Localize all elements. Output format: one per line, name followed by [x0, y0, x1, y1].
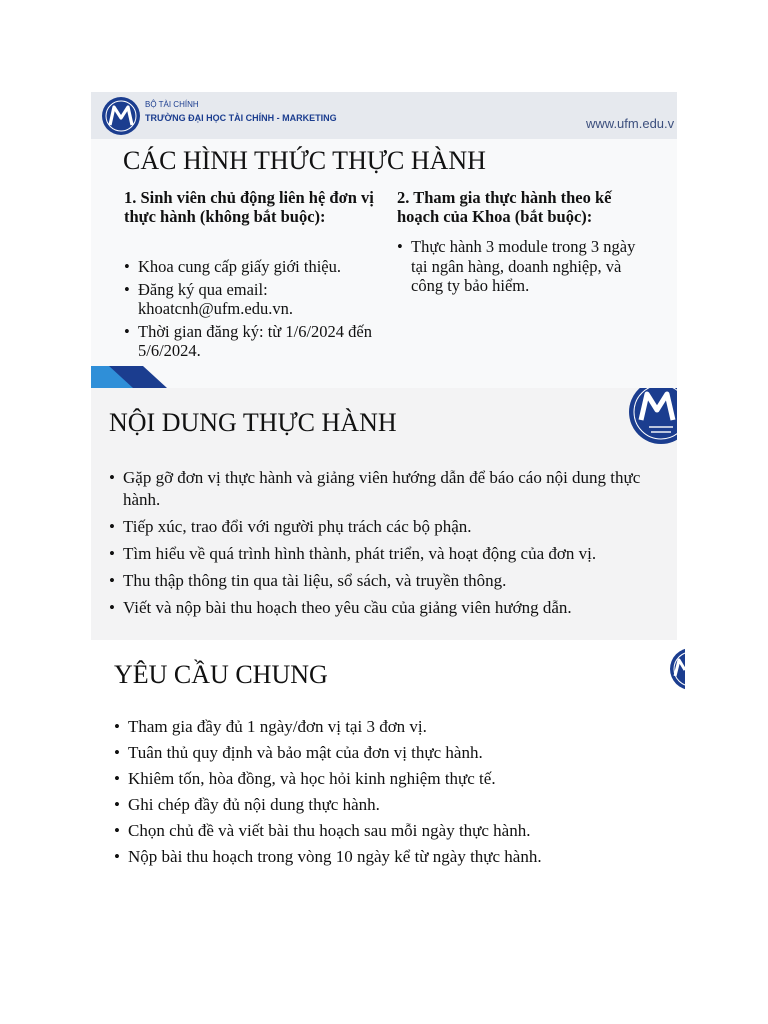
list-item: • Tuân thủ quy định và bảo mật của đơn vị thực hành. [114, 742, 674, 764]
university-seal-logo [623, 388, 677, 444]
requirements-list [114, 716, 674, 872]
list-item: • Thời gian đăng ký: từ 1/6/2024 đến 5/6/2024. [124, 322, 386, 361]
university-seal-logo [669, 646, 685, 692]
slide-header-bar [91, 92, 677, 139]
slide-practice-forms [91, 92, 677, 388]
column-2-list [397, 237, 637, 299]
list-item: • Tham gia đầy đủ 1 ngày/đơn vị tại 3 đơn vị. [114, 716, 674, 738]
university-name: TRƯỜNG ĐẠI HỌC TÀI CHÍNH - MARKETING [145, 113, 337, 123]
list-item: • Tìm hiểu về quá trình hình thành, phát triển, và hoạt động của đơn vị. [109, 543, 669, 565]
list-item: • Chọn chủ đề và viết bài thu hoạch sau mỗi ngày thực hành. [114, 820, 674, 842]
slide-general-requirements [91, 640, 685, 900]
slide-title: YÊU CẦU CHUNG [114, 660, 328, 689]
ministry-name: BỘ TÀI CHÍNH [145, 100, 199, 109]
list-item: • Viết và nộp bài thu hoạch theo yêu cầu của giảng viên hướng dẫn. [109, 597, 669, 619]
column-2-heading: 2. Tham gia thực hành theo kế hoạch của Khoa (bắt buộc): [397, 188, 612, 226]
list-item: • Khiêm tốn, hòa đồng, và học hỏi kinh nghiệm thực tế. [114, 768, 674, 790]
list-item: • Thực hành 3 module trong 3 ngày tại ngân hàng, doanh nghiệp, và công ty bảo hiểm. [397, 237, 637, 296]
university-logo [101, 96, 141, 136]
slide-practice-content [91, 388, 677, 640]
list-item: • Đăng ký qua email: khoatcnh@ufm.edu.vn. [124, 280, 386, 319]
decorative-stripe-shape [91, 358, 677, 388]
slide-title: CÁC HÌNH THỨC THỰC HÀNH [123, 146, 486, 175]
list-item: • Ghi chép đầy đủ nội dung thực hành. [114, 794, 674, 816]
list-item: • Gặp gỡ đơn vị thực hành và giảng viên hướng dẫn để báo cáo nội dung thực hành. [109, 467, 669, 511]
website-url: www.ufm.edu.v [586, 116, 675, 131]
list-item: • Nộp bài thu hoạch trong vòng 10 ngày kể từ ngày thực hành. [114, 846, 674, 868]
content-list [109, 467, 669, 624]
list-item: • Tiếp xúc, trao đổi với người phụ trách các bộ phận. [109, 516, 669, 538]
column-1-heading: 1. Sinh viên chủ động liên hệ đơn vị thực hành (không bắt buộc): [124, 188, 374, 226]
slide-title: NỘI DUNG THỰC HÀNH [109, 408, 397, 437]
list-item: • Thu thập thông tin qua tài liệu, sổ sách, và truyền thông. [109, 570, 669, 592]
list-item: • Khoa cung cấp giấy giới thiệu. [124, 257, 386, 277]
column-1-list [124, 257, 386, 364]
